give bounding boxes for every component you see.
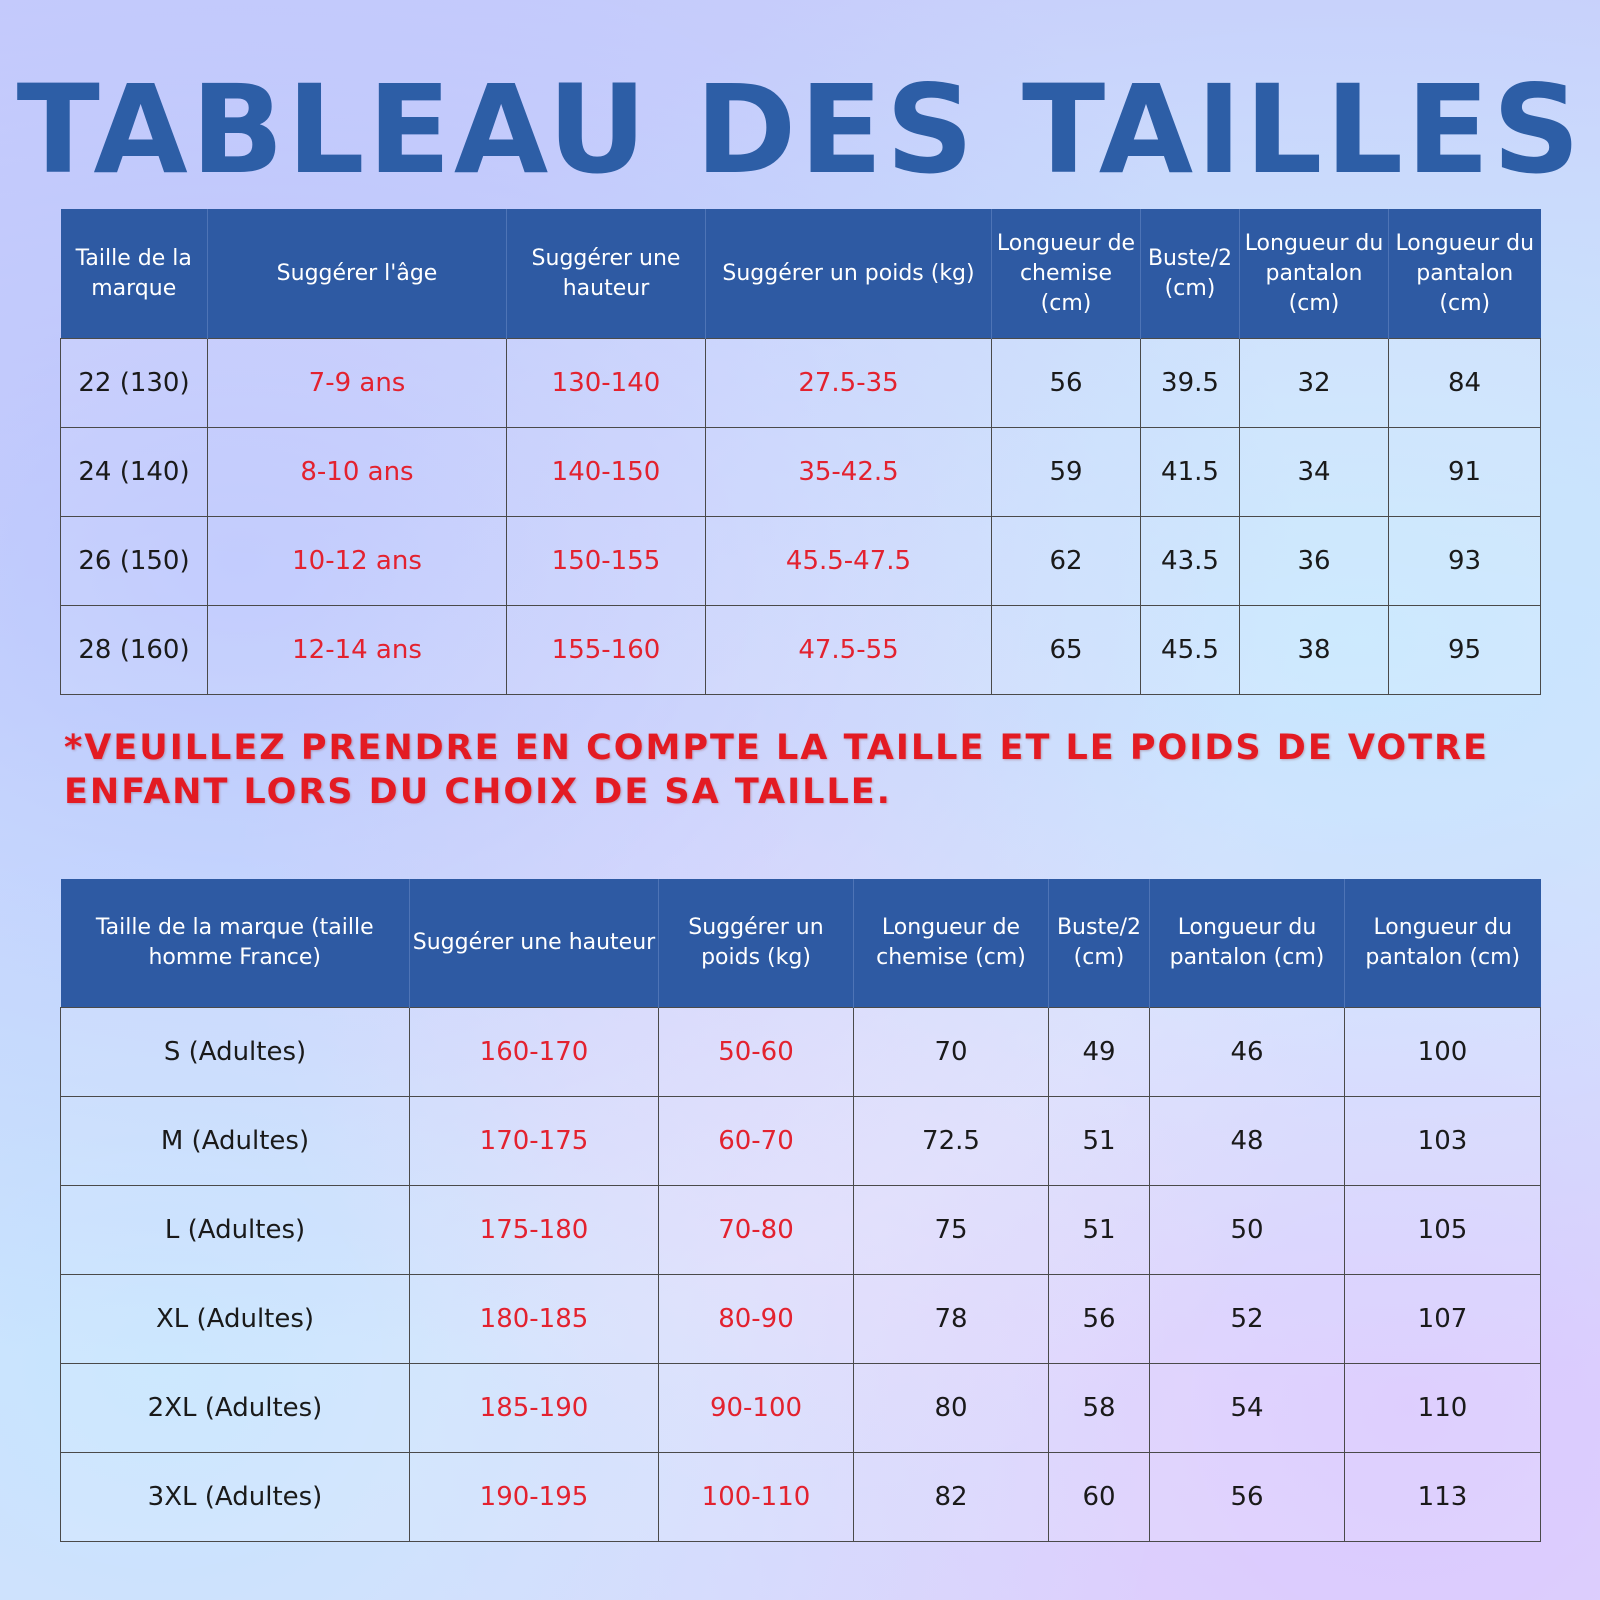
table-cell: 39.5	[1141, 339, 1240, 428]
table-cell: 3XL (Adultes)	[61, 1453, 410, 1542]
table-cell: 100	[1345, 1008, 1541, 1097]
table-cell: 35-42.5	[706, 428, 992, 517]
table-cell: 90-100	[659, 1364, 854, 1453]
table-cell: 48	[1150, 1097, 1345, 1186]
header-suggested-height: Suggérer une hauteur	[507, 209, 706, 339]
kids-size-table	[60, 209, 1541, 695]
table-row	[61, 1008, 1541, 1097]
header-shirt-length: Longueur de chemise (cm)	[854, 879, 1049, 1008]
table-cell: 32	[1240, 339, 1389, 428]
header-bust-half: Buste/2 (cm)	[1141, 209, 1240, 339]
table-cell: 140-150	[507, 428, 706, 517]
table-cell: 60	[1049, 1453, 1150, 1542]
table-cell: 80	[854, 1364, 1049, 1453]
table-cell: 50	[1150, 1186, 1345, 1275]
header-brand-size: Taille de la marque (taille homme France)	[61, 879, 410, 1008]
table-cell: 60-70	[659, 1097, 854, 1186]
table-cell: 56	[1150, 1453, 1345, 1542]
table-cell: 185-190	[410, 1364, 659, 1453]
table-row	[61, 428, 1541, 517]
table-cell: 59	[992, 428, 1141, 517]
table-cell: 78	[854, 1275, 1049, 1364]
table-cell: 150-155	[507, 517, 706, 606]
table-cell: 12-14 ans	[208, 606, 507, 695]
table-cell: 51	[1049, 1097, 1150, 1186]
table-cell: 47.5-55	[706, 606, 992, 695]
table-cell: 49	[1049, 1008, 1150, 1097]
table-cell: 26 (150)	[61, 517, 208, 606]
table-cell: 93	[1389, 517, 1541, 606]
table-cell: 70-80	[659, 1186, 854, 1275]
table-cell: 2XL (Adultes)	[61, 1364, 410, 1453]
table-cell: 43.5	[1141, 517, 1240, 606]
table-cell: S (Adultes)	[61, 1008, 410, 1097]
table-cell: 180-185	[410, 1275, 659, 1364]
table-cell: 62	[992, 517, 1141, 606]
header-pants-length: Longueur du pantalon (cm)	[1345, 879, 1541, 1008]
table-row	[61, 1186, 1541, 1275]
table-cell: XL (Adultes)	[61, 1275, 410, 1364]
table-cell: 46	[1150, 1008, 1345, 1097]
table-cell: 45.5-47.5	[706, 517, 992, 606]
table-cell: 72.5	[854, 1097, 1049, 1186]
table-cell: 10-12 ans	[208, 517, 507, 606]
table-cell: 130-140	[507, 339, 706, 428]
table-cell: 95	[1389, 606, 1541, 695]
table-cell: 27.5-35	[706, 339, 992, 428]
table-cell: 65	[992, 606, 1141, 695]
header-pants-length: Longueur du pantalon (cm)	[1389, 209, 1541, 339]
table-cell: M (Adultes)	[61, 1097, 410, 1186]
size-advice-note: *VEUILLEZ PRENDRE EN COMPTE LA TAILLE ET LE POIDS DE VOTRE ENFANT LORS DU CHOIX DE SA TAILLE.	[64, 728, 1489, 812]
table-cell: 103	[1345, 1097, 1541, 1186]
table-cell: 105	[1345, 1186, 1541, 1275]
table-cell: 160-170	[410, 1008, 659, 1097]
table-cell: 7-9 ans	[208, 339, 507, 428]
table-cell: 24 (140)	[61, 428, 208, 517]
page-title: TABLEAU DES TAILLES	[16, 59, 1584, 201]
table-cell: 41.5	[1141, 428, 1240, 517]
table-cell: 107	[1345, 1275, 1541, 1364]
table-cell: 155-160	[507, 606, 706, 695]
header-bust-half: Buste/2 (cm)	[1049, 879, 1150, 1008]
table-cell: 91	[1389, 428, 1541, 517]
header-pants-length: Longueur du pantalon (cm)	[1150, 879, 1345, 1008]
table-cell: 52	[1150, 1275, 1345, 1364]
table-cell: 110	[1345, 1364, 1541, 1453]
adults-size-table	[60, 879, 1541, 1542]
table-cell: 56	[992, 339, 1141, 428]
table-cell: 70	[854, 1008, 1049, 1097]
table-cell: 38	[1240, 606, 1389, 695]
table-cell: 175-180	[410, 1186, 659, 1275]
table-cell: 51	[1049, 1186, 1150, 1275]
header-pants-length: Longueur du pantalon (cm)	[1240, 209, 1389, 339]
table-row	[61, 339, 1541, 428]
table-cell: 80-90	[659, 1275, 854, 1364]
kids-table-body	[61, 339, 1541, 695]
table-cell: 100-110	[659, 1453, 854, 1542]
table-cell: 190-195	[410, 1453, 659, 1542]
header-suggested-weight: Suggérer un poids (kg)	[659, 879, 854, 1008]
table-cell: 54	[1150, 1364, 1345, 1453]
header-suggested-height: Suggérer une hauteur	[410, 879, 659, 1008]
table-cell: 22 (130)	[61, 339, 208, 428]
table-cell: 45.5	[1141, 606, 1240, 695]
header-suggested-age: Suggérer l'âge	[208, 209, 507, 339]
table-row	[61, 1453, 1541, 1542]
table-row	[61, 1275, 1541, 1364]
header-shirt-length: Longueur de chemise (cm)	[992, 209, 1141, 339]
adults-header-row	[61, 879, 1541, 1008]
table-cell: 75	[854, 1186, 1049, 1275]
table-row	[61, 517, 1541, 606]
kids-header-row	[61, 209, 1541, 339]
table-row	[61, 1364, 1541, 1453]
table-cell: 170-175	[410, 1097, 659, 1186]
header-suggested-weight: Suggérer un poids (kg)	[706, 209, 992, 339]
table-cell: L (Adultes)	[61, 1186, 410, 1275]
table-row	[61, 1097, 1541, 1186]
table-cell: 84	[1389, 339, 1541, 428]
table-cell: 113	[1345, 1453, 1541, 1542]
table-cell: 50-60	[659, 1008, 854, 1097]
table-cell: 56	[1049, 1275, 1150, 1364]
adults-table-body	[61, 1008, 1541, 1542]
table-cell: 34	[1240, 428, 1389, 517]
table-cell: 58	[1049, 1364, 1150, 1453]
table-cell: 36	[1240, 517, 1389, 606]
table-cell: 28 (160)	[61, 606, 208, 695]
table-cell: 8-10 ans	[208, 428, 507, 517]
table-row	[61, 606, 1541, 695]
table-cell: 82	[854, 1453, 1049, 1542]
header-brand-size: Taille de la marque	[61, 209, 208, 339]
